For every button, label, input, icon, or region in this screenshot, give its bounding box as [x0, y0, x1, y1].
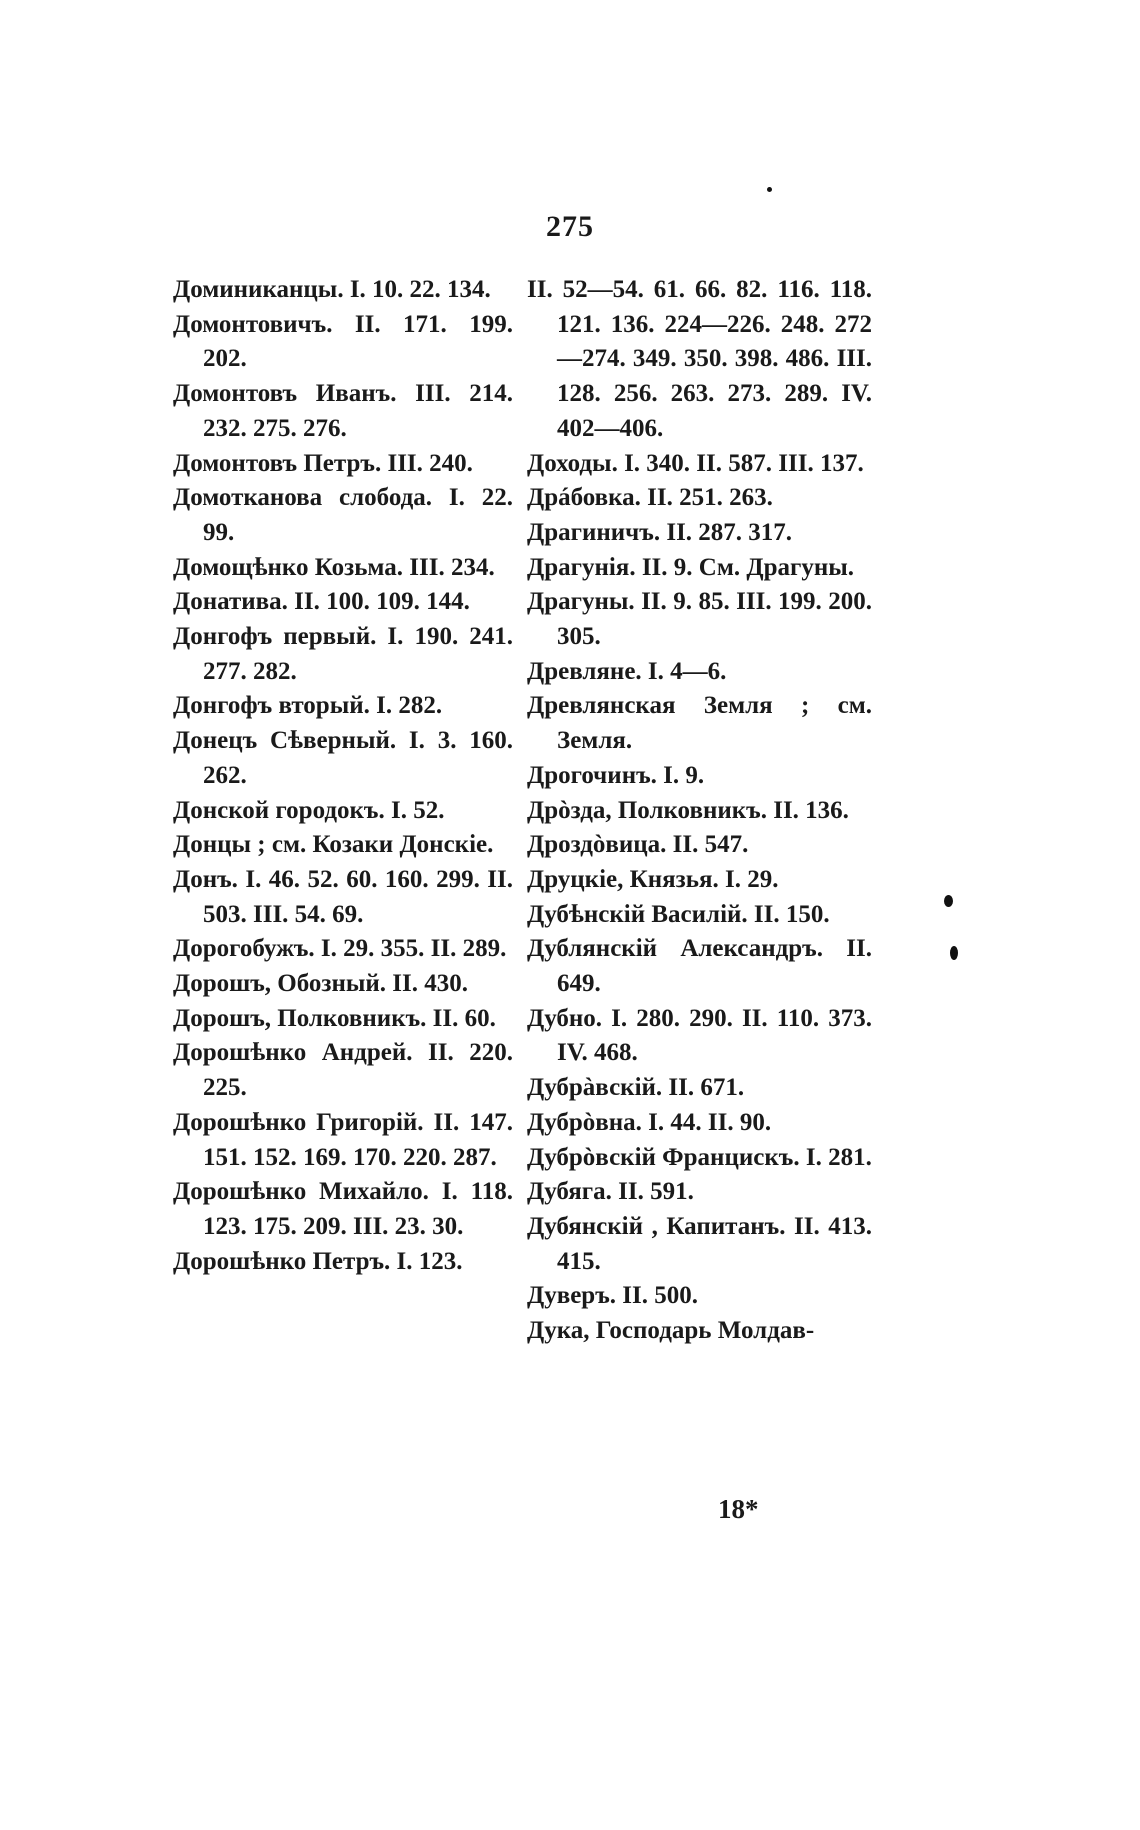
index-entry: Донгофъ вторый. I. 282.: [173, 692, 443, 720]
index-right-column: [527, 273, 872, 1349]
scan-speck: [767, 187, 772, 192]
index-entry: Дрогочинъ. I. 9.: [527, 761, 705, 789]
page-number: 275: [546, 210, 594, 243]
index-entry: Дорошъ, Полковникъ. II. 60.: [173, 1004, 496, 1032]
index-left-column: [173, 273, 513, 1279]
index-entry: Дубрòвскій Францискъ. I. 281.: [527, 1143, 872, 1171]
index-entry: Дуверъ. II. 500.: [527, 1282, 698, 1310]
index-entry: Доходы. I. 340. II. 587. III. 137.: [527, 449, 864, 477]
index-entry: Дрáбовка. II. 251. 263.: [527, 484, 773, 512]
index-entry: Дорошѣнко Михайло. I. 118. 123. 175. 209. III. 23. 30.: [173, 1178, 513, 1240]
index-entry: Донецъ Сѣверный. I. 3. 160. 262.: [173, 727, 513, 789]
index-entry: II. 52—54. 61. 66. 82. 116. 118. 121. 136. 224—226. 248. 272—274. 349. 350. 398. 486. III. 128. 256. 263. 273. 289. IV. 402—406.: [527, 276, 872, 442]
index-entry: Домощѣнко Козьма. III. 234.: [173, 553, 495, 581]
index-entry: Драгиничъ. II. 287. 317.: [527, 518, 793, 546]
index-entry: Дубно. I. 280. 290. II. 110. 373. IV. 468.: [527, 1004, 872, 1067]
index-entry: Дубрòвна. I. 44. II. 90.: [527, 1108, 772, 1136]
index-entry: Дублянскій Александръ. II. 649.: [527, 935, 872, 998]
index-entry: Друцкіе, Князья. I. 29.: [527, 865, 779, 893]
index-entry: Донской городокъ. I. 52.: [173, 796, 445, 824]
index-entry: Дубяга. II. 591.: [527, 1178, 694, 1206]
index-entry: Дорошѣнко Григорій. II. 147. 151. 152. 169. 170. 220. 287.: [173, 1108, 513, 1171]
index-entry: Древлянская Земля ; см. Земля.: [527, 692, 872, 755]
index-entry: Дрòзда, Полковникъ. II. 136.: [527, 796, 849, 824]
index-entry: Доминиканцы. I. 10. 22. 134.: [173, 276, 491, 303]
index-entry: Дорошъ, Обозный. II. 430.: [173, 970, 468, 998]
scan-speck: [944, 895, 953, 907]
index-entry: Дука, Господарь Молдав-: [527, 1317, 815, 1345]
index-entry: Дорошѣнко Андрей. II. 220. 225.: [173, 1039, 513, 1102]
scan-speck: [950, 946, 958, 960]
index-entry: Донцы ; см. Козаки Донскіе.: [173, 831, 494, 859]
index-entry: Домонтовъ Иванъ. III. 214. 232. 275. 276.: [173, 380, 513, 442]
index-entry: Дубянскій , Капитанъ. II. 413. 415.: [527, 1212, 872, 1275]
index-entry: Дубѣнскій Василій. II. 150.: [527, 900, 830, 928]
index-entry: Драгуны. II. 9. 85. III. 199. 200. 305.: [527, 588, 872, 651]
index-entry: Донъ. I. 46. 52. 60. 160. 299. II. 503. III. 54. 69.: [173, 865, 513, 928]
index-entry: Домонтовъ Петръ. III. 240.: [173, 449, 473, 477]
index-entry: Дорогобужъ. I. 29. 355. II. 289.: [173, 935, 507, 963]
index-entry: Дроздòвица. II. 547.: [527, 831, 749, 859]
index-entry: Домонтовичъ. II. 171. 199. 202.: [173, 310, 513, 373]
index-entry: Дорошѣнко Петръ. I. 123.: [173, 1247, 463, 1275]
index-entry: Дубрàвскій. II. 671.: [527, 1074, 745, 1102]
index-entry: Домотканова слобода. I. 22. 99.: [173, 484, 513, 546]
index-entry: Драгунія. II. 9. См. Драгуны.: [527, 553, 855, 581]
index-entry: Донгофъ первый. I. 190. 241. 277. 282.: [173, 623, 513, 685]
printer-signature: 18*: [718, 1494, 759, 1524]
index-entry: Донатива. II. 100. 109. 144.: [173, 588, 470, 616]
index-entry: Древляне. I. 4—6.: [527, 657, 727, 685]
